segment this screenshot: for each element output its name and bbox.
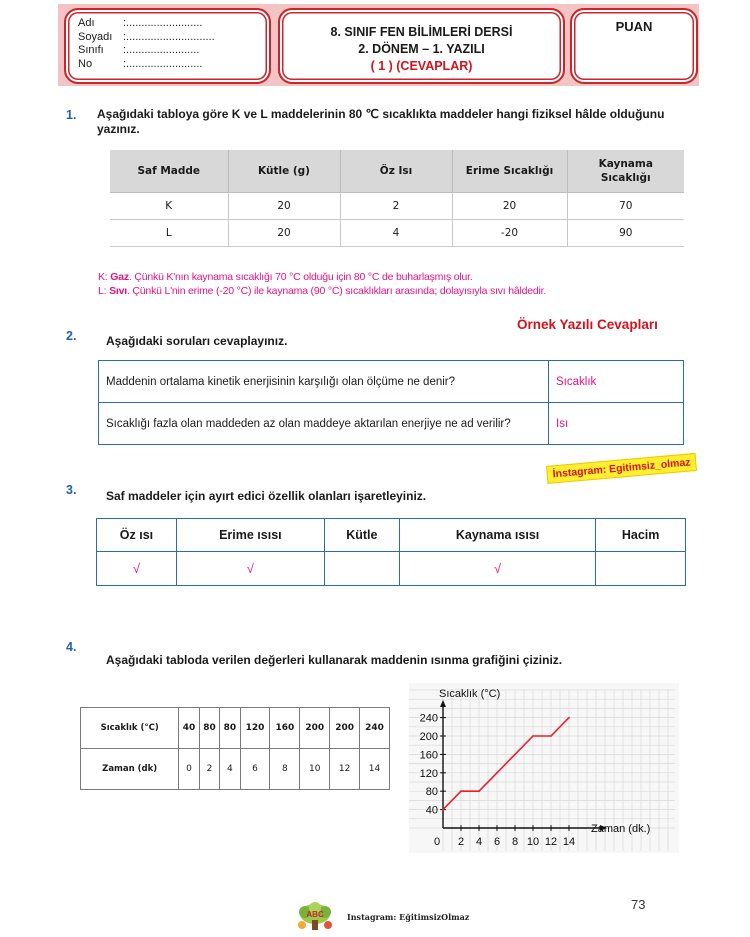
sample-answers-title: Örnek Yazılı Cevapları — [517, 317, 658, 332]
q1-number: 1. — [66, 108, 77, 122]
q4-temperature-value: 40 — [179, 708, 199, 749]
footer — [293, 902, 469, 932]
y-axis-label: Sıcaklık (°C) — [439, 688, 501, 700]
data-point — [514, 754, 516, 756]
q1-text: Aşağıdaki tabloya göre K ve L maddelerinin 80 ℃ sıcaklıkta maddeler hangi fiziksel hâlde olduğunu yazınız. — [97, 107, 665, 136]
q1-answer-k-prefix: K: — [98, 271, 111, 283]
q1-answer-k-text: . Çünkü K'nın kaynama sıcaklığı 70 °C olduğu için 80 °C de buharlaşmış olur. — [128, 271, 473, 283]
x-tick-label: 8 — [511, 836, 519, 848]
student-class-label: Sınıfı — [78, 44, 104, 56]
q2-number: 2. — [66, 329, 77, 343]
student-name-field[interactable]: :......................... — [123, 17, 203, 29]
q4-time-value: 6 — [240, 749, 270, 790]
heating-graph — [409, 683, 679, 853]
exam-course-title: 8. SINIF FEN BİLİMLERİ DERSİ — [330, 25, 513, 39]
y-tick-label: 160 — [419, 749, 438, 762]
q2-question-cell: Sıcaklığı fazla olan maddeden az olan maddeye aktarılan enerjiye ne ad verilir? — [99, 403, 549, 445]
q1-cell: 20 — [228, 219, 340, 246]
exam-title-box — [278, 8, 565, 84]
q2-question-cell: Maddenin ortalama kinetik enerjisinin karşılığı olan ölçüme ne denir? — [99, 361, 549, 403]
student-name-row — [78, 17, 269, 31]
logo-text: ABC — [306, 910, 324, 919]
score-box — [570, 8, 698, 84]
q1-answer-l — [98, 284, 546, 298]
student-name-label: Adı — [78, 17, 95, 29]
q1-cell: 20 — [228, 192, 340, 219]
table-row — [81, 749, 390, 790]
q1-cell: 70 — [567, 192, 684, 219]
abc-tree-logo-icon — [293, 902, 337, 932]
score-label: PUAN — [615, 19, 653, 34]
data-point — [478, 790, 480, 792]
x-tick-label: 14 — [562, 836, 576, 848]
q4-temperature-value: 80 — [199, 708, 219, 749]
q3-header-volume: Hacim — [596, 519, 686, 552]
q3-text: Saf maddeler için ayırt edici özellik olanları işaretleyiniz. — [106, 489, 427, 503]
x-tick-label: 6 — [493, 836, 501, 848]
exam-term-title: 2. DÖNEM – 1. YAZILI — [358, 42, 485, 56]
student-surname-row — [78, 31, 269, 45]
q3-header-mass: Kütle — [324, 519, 399, 552]
q1-answer-l-text: . Çünkü L'nin erime (-20 °C) ile kaynama (90 °C) sıcaklıkları arasında; dolayısıyla sıvı hâldedir. — [126, 285, 547, 297]
data-point — [550, 735, 552, 737]
q1-cell: 20 — [452, 192, 567, 219]
q3-checkbox-mass[interactable] — [324, 552, 399, 586]
q1-answer-k — [98, 270, 546, 284]
q3-checkbox-latent-heat-melting[interactable]: √ — [176, 552, 324, 586]
student-info-box — [64, 8, 271, 84]
q1-header-melting-point: Erime Sıcaklığı — [452, 150, 567, 192]
q1-answer-l-prefix: L: — [98, 285, 110, 297]
q1-header-substance: Saf Madde — [110, 150, 228, 192]
q1-answer-l-state: Sıvı — [109, 285, 127, 297]
student-class-field[interactable]: :........................ — [123, 44, 200, 56]
student-surname-field[interactable]: :............................. — [123, 30, 215, 43]
q3-checkbox-volume[interactable] — [596, 552, 686, 586]
student-number-label: No — [78, 57, 93, 70]
q1-cell: 4 — [340, 219, 452, 246]
q1-cell: L — [110, 219, 228, 246]
q4-temperature-label: Sıcaklık (°C) — [81, 708, 179, 749]
q4-time-label: Zaman (dk) — [81, 749, 179, 790]
q4-time-value: 0 — [179, 749, 199, 790]
student-class-row — [78, 44, 269, 58]
q4-temperature-value: 200 — [330, 708, 360, 749]
q4-temperature-value: 240 — [360, 708, 390, 749]
q3-checkbox-latent-heat-boiling[interactable]: √ — [399, 552, 595, 586]
q2-answer-cell[interactable]: Sıcaklık — [549, 361, 684, 403]
q3-table-header — [97, 519, 686, 552]
table-row — [97, 552, 686, 586]
q4-data-table — [80, 707, 390, 790]
q1-answers — [98, 270, 546, 298]
y-tick-label: 200 — [419, 731, 438, 743]
exam-answers-title: ( 1 ) (CEVAPLAR) — [370, 59, 473, 73]
table-row — [110, 192, 684, 219]
x-tick-label: 12 — [544, 836, 558, 848]
x-tick-label: 2 — [457, 836, 465, 848]
y-tick-label: 40 — [425, 804, 438, 817]
q4-time-value: 8 — [270, 749, 300, 790]
x-tick-label: 10 — [526, 836, 540, 848]
q4-time-value: 4 — [220, 749, 240, 790]
q1-header-mass: Kütle (g) — [228, 150, 340, 192]
q1-answer-k-state: Gaz — [110, 271, 129, 283]
x-axis-label: Zaman (dk.) — [591, 823, 651, 835]
q4-text: Aşağıdaki tabloda verilen değerleri kullanarak maddenin ısınma grafiğini çiziniz. — [106, 653, 563, 667]
q2-text: Aşağıdaki soruları cevaplayınız. — [106, 334, 288, 348]
table-row — [99, 403, 684, 445]
y-tick-label: 120 — [419, 767, 438, 780]
data-point — [442, 809, 444, 811]
q3-checkbox-specific-heat[interactable]: √ — [97, 552, 177, 586]
q1-cell: 90 — [567, 219, 684, 246]
q4-temperature-value: 80 — [220, 708, 240, 749]
q4-time-value: 12 — [330, 749, 360, 790]
q1-table — [110, 150, 684, 247]
data-point — [568, 717, 570, 719]
table-row — [81, 708, 390, 749]
q4-time-value: 14 — [360, 749, 390, 790]
q1-header-specific-heat: Öz Isı — [340, 150, 452, 192]
q4-temperature-value: 160 — [270, 708, 300, 749]
x-tick-label: 4 — [475, 836, 483, 848]
student-number-row — [78, 58, 269, 72]
page-number: 73 — [631, 897, 646, 912]
y-tick-label: 80 — [425, 786, 438, 799]
q1-cell: -20 — [452, 219, 567, 246]
q4-time-value: 2 — [199, 749, 219, 790]
q1-cell: 2 — [340, 192, 452, 219]
q1-header-boiling-point: Kaynama Sıcaklığı — [567, 150, 684, 192]
q4-time-value: 10 — [300, 749, 330, 790]
student-number-field[interactable]: :......................... — [123, 57, 203, 70]
q4-temperature-value: 120 — [240, 708, 270, 749]
q3-table — [96, 518, 686, 586]
student-surname-label: Soyadı — [78, 30, 113, 43]
q4-temperature-value: 200 — [300, 708, 330, 749]
data-point — [532, 735, 534, 737]
data-point — [496, 772, 498, 774]
q1-cell: K — [110, 192, 228, 219]
q3-header-latent-heat-melting: Erime ısısı — [176, 519, 324, 552]
q3-number: 3. — [66, 483, 77, 497]
table-row — [110, 219, 684, 246]
origin-label: 0 — [433, 836, 441, 848]
footer-instagram: Instagram: EğitimsizOlmaz — [347, 912, 470, 922]
table-row — [99, 361, 684, 403]
y-tick-label: 240 — [419, 712, 438, 725]
instagram-tag: İnstagram: Egitimsiz_olmaz — [546, 453, 697, 484]
q4-number: 4. — [66, 640, 77, 654]
q2-table — [98, 360, 684, 445]
q1-table-header — [110, 150, 684, 192]
q2-answer-cell[interactable]: Isı — [549, 403, 684, 445]
q3-header-latent-heat-boiling: Kaynama ısısı — [399, 519, 595, 552]
q3-header-specific-heat: Öz ısı — [97, 519, 177, 552]
data-point — [460, 790, 462, 792]
